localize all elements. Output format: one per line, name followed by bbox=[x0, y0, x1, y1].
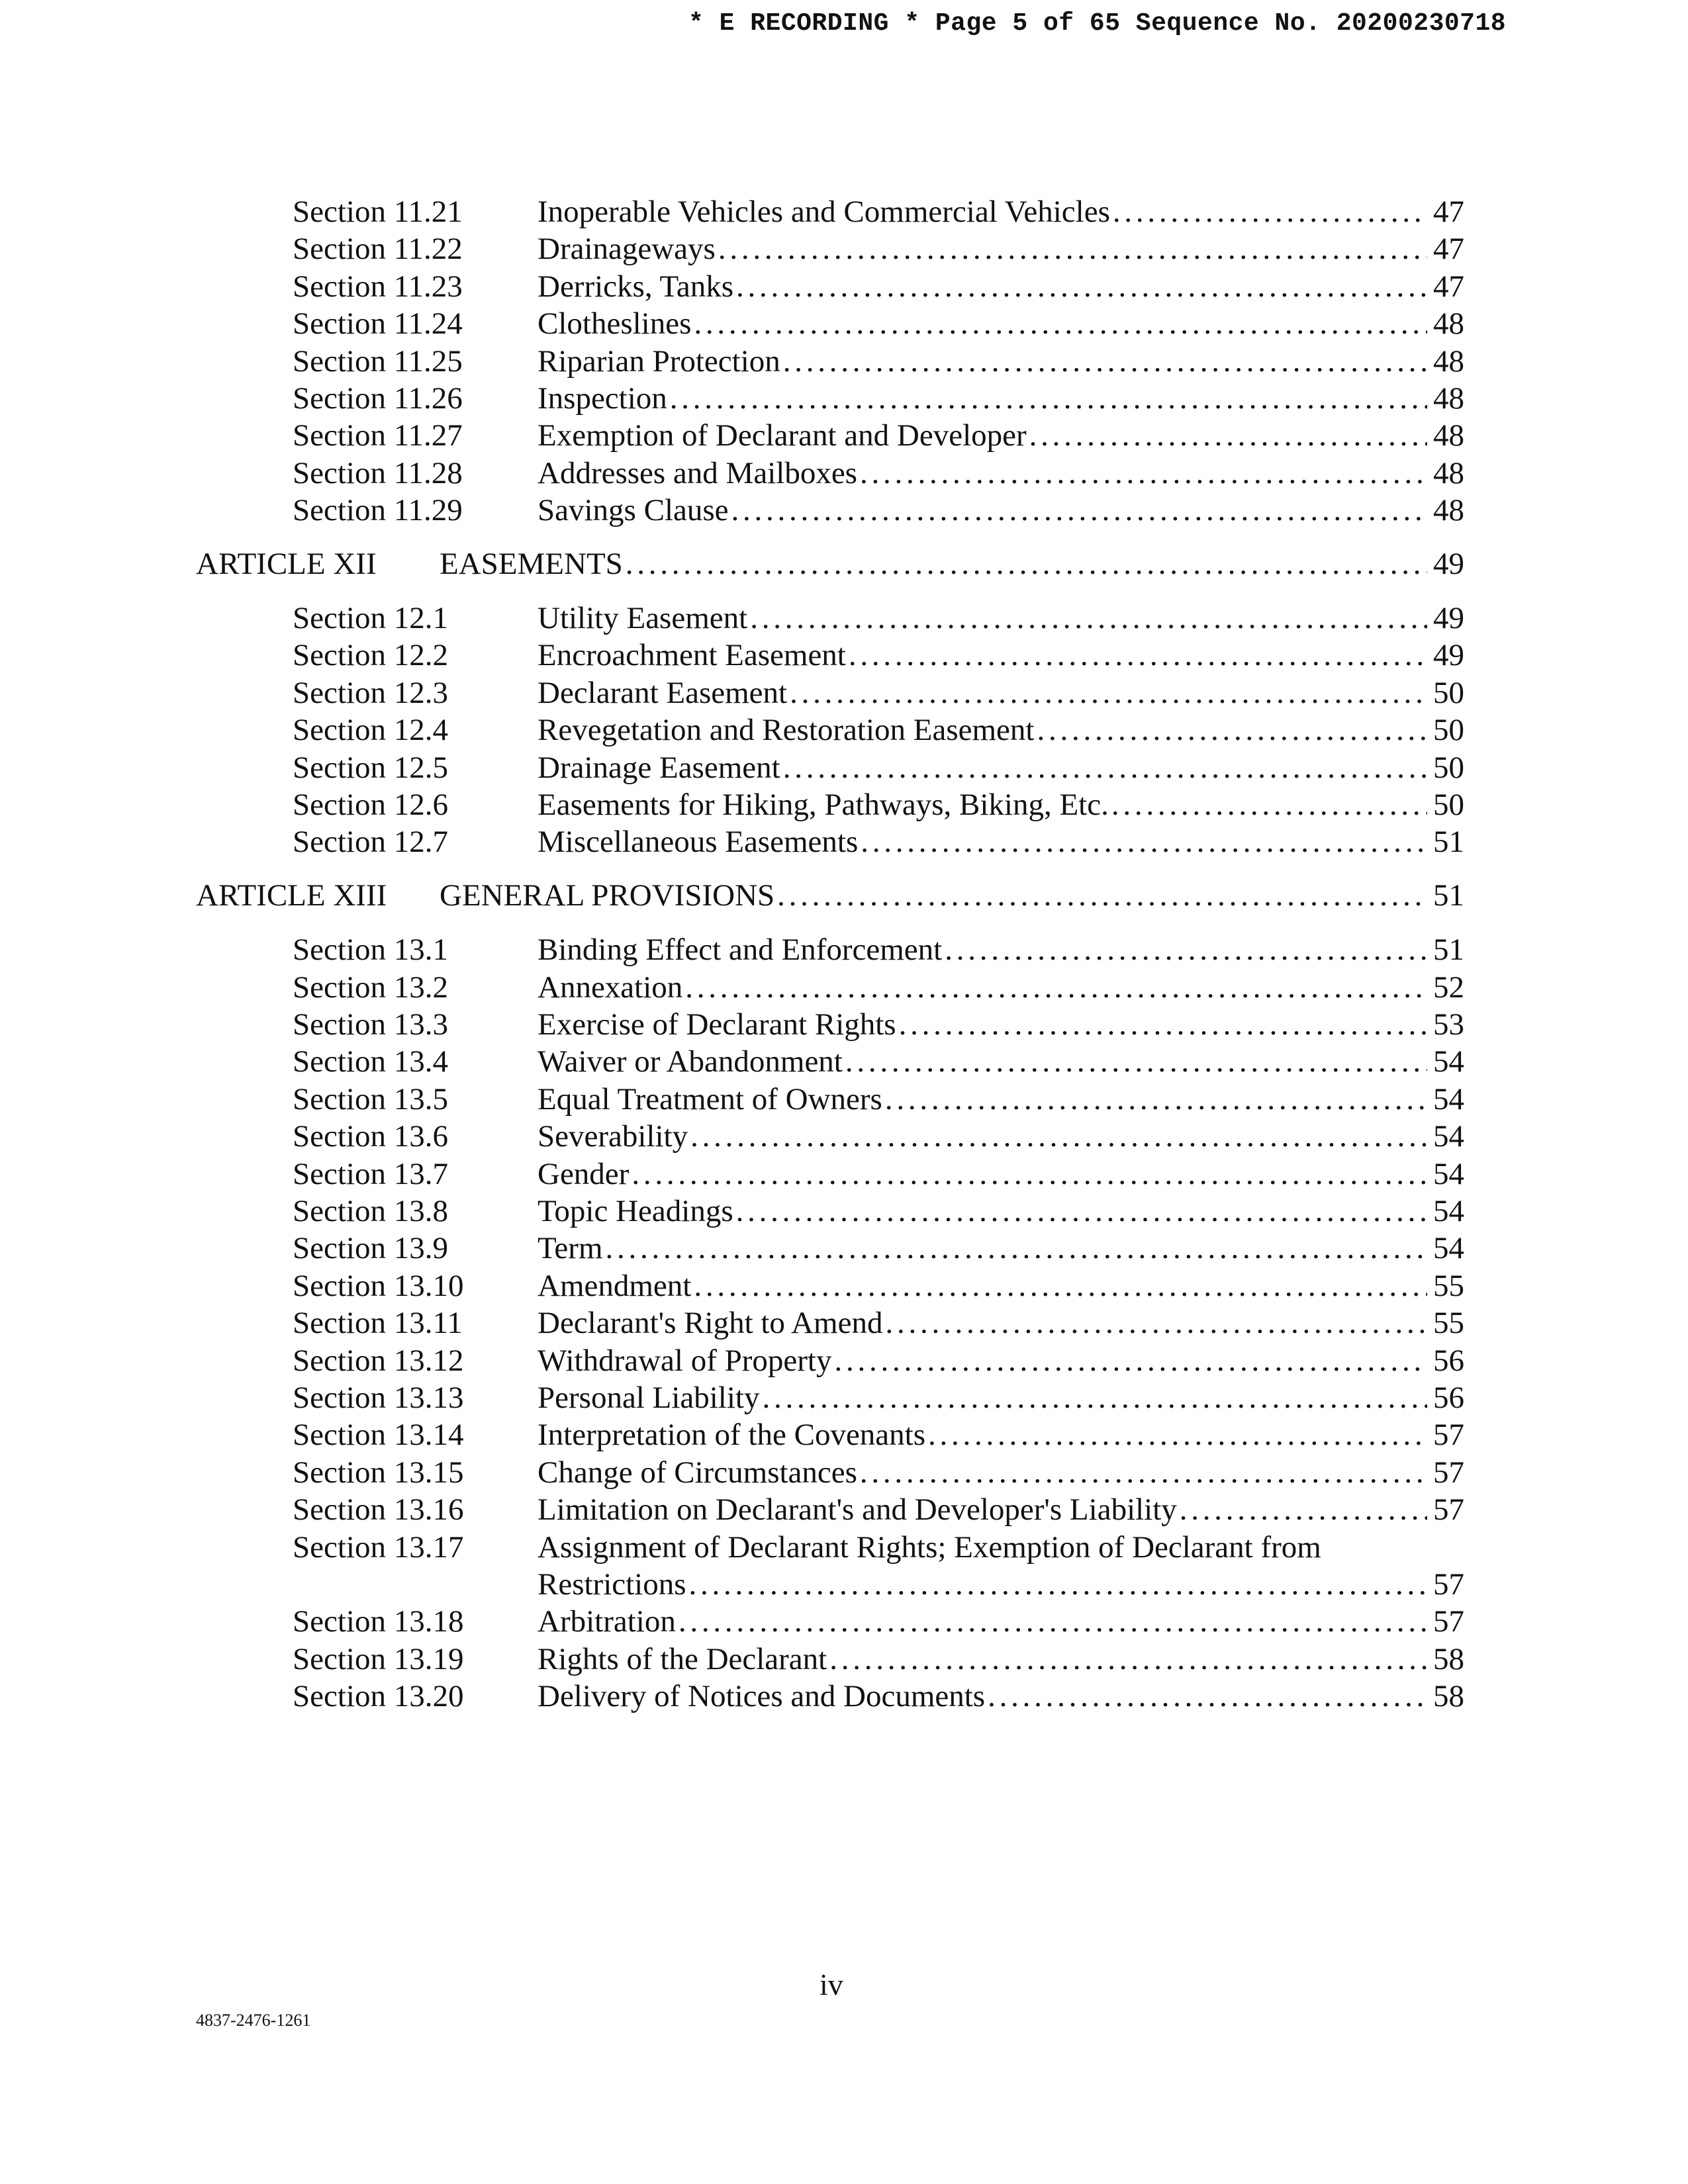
toc-entry bbox=[538, 1267, 1464, 1304]
page-number: 50 bbox=[1433, 788, 1464, 822]
dot-leader bbox=[899, 1006, 1427, 1043]
section-title: Exercise of Declarant Rights bbox=[538, 1007, 896, 1042]
section-number: Section 12.3 bbox=[293, 675, 448, 710]
section-title: Rights of the Declarant bbox=[538, 1641, 827, 1676]
toc-section-row bbox=[0, 305, 1688, 342]
section-title: Easements for Hiking, Pathways, Biking, Etc. bbox=[538, 788, 1109, 822]
section-number: Section 13.17 bbox=[293, 1529, 464, 1565]
toc-entry bbox=[538, 1379, 1464, 1416]
toc-entry bbox=[538, 1454, 1464, 1491]
dot-leader bbox=[1180, 1491, 1427, 1528]
section-number: Section 11.29 bbox=[293, 493, 463, 528]
section-title: Gender bbox=[538, 1156, 630, 1191]
dot-leader bbox=[945, 931, 1427, 968]
page-number: 57 bbox=[1433, 1567, 1464, 1602]
toc-entry bbox=[538, 1193, 1464, 1230]
toc-section-row bbox=[0, 417, 1688, 454]
section-title: Interpretation of the Covenants bbox=[538, 1418, 926, 1453]
dot-leader bbox=[670, 380, 1427, 417]
toc-section-row bbox=[0, 1529, 1688, 1603]
section-number: Section 13.18 bbox=[293, 1604, 464, 1639]
dot-leader bbox=[694, 305, 1427, 342]
section-number: Section 11.25 bbox=[293, 343, 463, 379]
dot-leader bbox=[988, 1678, 1427, 1715]
toc-section-row bbox=[0, 600, 1688, 637]
toc-section-row bbox=[0, 1454, 1688, 1491]
toc-entry bbox=[538, 268, 1464, 305]
toc-entry bbox=[538, 1081, 1464, 1118]
section-title: Savings Clause bbox=[538, 493, 729, 528]
section-number: Section 11.21 bbox=[293, 195, 463, 229]
section-title: Amendment bbox=[538, 1268, 692, 1303]
toc-entry bbox=[538, 1342, 1464, 1379]
dot-leader bbox=[694, 1267, 1427, 1304]
section-title: Term bbox=[538, 1231, 603, 1266]
page-number: 47 bbox=[1433, 269, 1464, 304]
dot-leader bbox=[845, 1043, 1427, 1080]
toc-entry bbox=[538, 1491, 1464, 1528]
toc-section-row bbox=[0, 969, 1688, 1006]
dot-leader bbox=[783, 749, 1427, 786]
section-title: Revegetation and Restoration Easement bbox=[538, 713, 1035, 748]
page-number: 51 bbox=[1433, 878, 1464, 913]
section-title: Inoperable Vehicles and Commercial Vehicles bbox=[538, 195, 1110, 229]
toc-section-row bbox=[0, 711, 1688, 749]
toc-entry bbox=[538, 600, 1464, 637]
section-number: Section 13.9 bbox=[293, 1231, 448, 1266]
dot-leader bbox=[718, 230, 1427, 267]
toc-entry bbox=[538, 969, 1464, 1006]
section-title: Declarant Easement bbox=[538, 675, 788, 710]
toc-entry bbox=[538, 492, 1464, 529]
toc-section-row bbox=[0, 674, 1688, 711]
dot-leader bbox=[783, 343, 1427, 380]
toc-section-row bbox=[0, 1678, 1688, 1715]
page-number: 54 bbox=[1433, 1194, 1464, 1228]
toc-section-row bbox=[0, 1603, 1688, 1640]
toc-entry bbox=[538, 1230, 1464, 1267]
dot-leader bbox=[790, 674, 1427, 711]
toc-entry bbox=[440, 545, 1464, 582]
toc-entry bbox=[538, 823, 1464, 860]
page-number: 55 bbox=[1433, 1268, 1464, 1303]
section-title: Withdrawal of Property bbox=[538, 1343, 832, 1378]
page-number: 52 bbox=[1433, 970, 1464, 1005]
page-number: 57 bbox=[1433, 1418, 1464, 1453]
section-title: Exemption of Declarant and Developer bbox=[538, 418, 1027, 453]
toc-section-row bbox=[0, 1043, 1688, 1080]
section-title: Topic Headings bbox=[538, 1194, 733, 1228]
article-title: EASEMENTS bbox=[440, 546, 623, 581]
section-number: Section 13.13 bbox=[293, 1381, 464, 1415]
dot-leader bbox=[834, 1342, 1427, 1379]
toc-entry bbox=[538, 1304, 1464, 1342]
toc-entry bbox=[538, 1118, 1464, 1155]
toc-section-row bbox=[0, 637, 1688, 674]
footer-page-number: iv bbox=[820, 1968, 843, 2001]
section-number: Section 11.23 bbox=[293, 269, 463, 304]
dot-leader bbox=[777, 877, 1427, 914]
section-title: Annexation bbox=[538, 970, 683, 1005]
toc-entry bbox=[538, 193, 1464, 230]
section-title: Drainageways bbox=[538, 232, 716, 267]
toc-section-row bbox=[0, 823, 1688, 860]
page-number: 48 bbox=[1433, 381, 1464, 416]
page-number: 50 bbox=[1433, 750, 1464, 785]
section-number: Section 13.1 bbox=[293, 933, 448, 968]
page-number: 54 bbox=[1433, 1044, 1464, 1079]
toc-entry bbox=[538, 1566, 1464, 1603]
dot-leader bbox=[829, 1641, 1427, 1678]
toc-section-row bbox=[0, 455, 1688, 492]
toc-entry bbox=[538, 711, 1464, 749]
dot-leader bbox=[736, 1193, 1427, 1230]
section-title: Severability bbox=[538, 1119, 688, 1154]
section-number: Section 13.10 bbox=[293, 1268, 464, 1303]
section-title: Waiver or Abandonment bbox=[538, 1044, 843, 1079]
dot-leader bbox=[928, 1416, 1427, 1453]
dot-leader bbox=[1111, 786, 1427, 823]
section-number: Section 13.8 bbox=[293, 1194, 448, 1228]
toc-entry bbox=[538, 786, 1464, 823]
page-number: 54 bbox=[1433, 1119, 1464, 1154]
section-number: Section 12.4 bbox=[293, 713, 448, 748]
page-number: 53 bbox=[1433, 1007, 1464, 1042]
page-number: 50 bbox=[1433, 675, 1464, 710]
page-number: 51 bbox=[1433, 933, 1464, 968]
dot-leader bbox=[1113, 193, 1427, 230]
toc-section-row bbox=[0, 1006, 1688, 1043]
section-title: Change of Circumstances bbox=[538, 1455, 857, 1490]
recording-stamp-header: * E RECORDING * Page 5 of 65 Sequence No. 20200230718 bbox=[688, 9, 1507, 38]
section-title: Utility Easement bbox=[538, 601, 748, 635]
section-title: Limitation on Declarant's and Developer's Liability bbox=[538, 1492, 1177, 1527]
dot-leader bbox=[885, 1304, 1427, 1342]
section-number: Section 13.16 bbox=[293, 1492, 464, 1527]
section-number: Section 13.19 bbox=[293, 1641, 464, 1676]
section-number: Section 13.12 bbox=[293, 1343, 464, 1378]
dot-leader bbox=[861, 823, 1427, 860]
toc-entry bbox=[538, 1678, 1464, 1715]
dot-leader bbox=[762, 1379, 1427, 1416]
toc-article-row bbox=[0, 877, 1688, 914]
section-title: Inspection bbox=[538, 381, 667, 416]
section-title: Delivery of Notices and Documents bbox=[538, 1679, 986, 1714]
toc-section-row bbox=[0, 193, 1688, 230]
section-number: Section 12.1 bbox=[293, 601, 448, 635]
dot-leader bbox=[606, 1230, 1428, 1267]
page-number: 48 bbox=[1433, 343, 1464, 379]
dot-leader bbox=[750, 600, 1427, 637]
page-number: 54 bbox=[1433, 1081, 1464, 1116]
toc-entry bbox=[538, 749, 1464, 786]
dot-leader bbox=[690, 1118, 1427, 1155]
page-number: 48 bbox=[1433, 306, 1464, 341]
section-title: Drainage Easement bbox=[538, 750, 780, 785]
section-title: Riparian Protection bbox=[538, 343, 780, 379]
toc-section-row bbox=[0, 1267, 1688, 1304]
article-number: ARTICLE XIII bbox=[196, 878, 387, 913]
toc-article-row bbox=[0, 545, 1688, 582]
article-number: ARTICLE XII bbox=[196, 546, 377, 581]
page-number: 48 bbox=[1433, 455, 1464, 490]
section-title: Restrictions bbox=[538, 1567, 686, 1602]
toc-section-row bbox=[0, 931, 1688, 968]
section-number: Section 12.7 bbox=[293, 825, 448, 860]
toc-entry bbox=[538, 230, 1464, 267]
dot-leader bbox=[1029, 417, 1427, 454]
toc-entry bbox=[538, 1043, 1464, 1080]
section-number: Section 13.7 bbox=[293, 1156, 448, 1191]
toc-section-row bbox=[0, 1416, 1688, 1453]
section-title: Personal Liability bbox=[538, 1381, 760, 1415]
toc-entry bbox=[538, 305, 1464, 342]
section-number: Section 13.15 bbox=[293, 1455, 464, 1490]
section-number: Section 12.2 bbox=[293, 638, 448, 673]
section-title: Clotheslines bbox=[538, 306, 692, 341]
dot-leader bbox=[860, 455, 1427, 492]
section-number: Section 13.5 bbox=[293, 1081, 448, 1116]
toc-entry bbox=[538, 1006, 1464, 1043]
toc-section-row bbox=[0, 1230, 1688, 1267]
page-number: 58 bbox=[1433, 1641, 1464, 1676]
toc-section-row bbox=[0, 1342, 1688, 1379]
section-number: Section 13.6 bbox=[293, 1119, 448, 1154]
page-number: 48 bbox=[1433, 493, 1464, 528]
toc-entry bbox=[538, 1603, 1464, 1640]
toc-section-row bbox=[0, 230, 1688, 267]
page-number: 55 bbox=[1433, 1306, 1464, 1341]
section-title: Derricks, Tanks bbox=[538, 269, 734, 304]
toc-entry bbox=[538, 1641, 1464, 1678]
article-title: GENERAL PROVISIONS bbox=[440, 878, 775, 913]
dot-leader bbox=[860, 1454, 1427, 1491]
section-title: Addresses and Mailboxes bbox=[538, 455, 857, 490]
toc-section-row bbox=[0, 1081, 1688, 1118]
dot-leader bbox=[626, 545, 1427, 582]
toc-entry bbox=[538, 343, 1464, 380]
dot-leader bbox=[632, 1156, 1427, 1193]
toc-entry bbox=[538, 674, 1464, 711]
toc-entry bbox=[440, 877, 1464, 914]
dot-leader bbox=[731, 492, 1427, 529]
section-number: Section 13.11 bbox=[293, 1306, 463, 1341]
page-number: 49 bbox=[1433, 638, 1464, 673]
toc-section-row bbox=[0, 1156, 1688, 1193]
section-title: Binding Effect and Enforcement bbox=[538, 933, 943, 968]
section-title: Declarant's Right to Amend bbox=[538, 1306, 883, 1341]
footer-document-id: 4837-2476-1261 bbox=[196, 2011, 311, 2030]
toc-section-row bbox=[0, 1379, 1688, 1416]
page-number: 48 bbox=[1433, 418, 1464, 453]
page-number: 50 bbox=[1433, 713, 1464, 748]
page-number: 57 bbox=[1433, 1492, 1464, 1527]
section-number: Section 13.14 bbox=[293, 1418, 464, 1453]
section-title: Miscellaneous Easements bbox=[538, 825, 859, 860]
toc-section-row bbox=[0, 749, 1688, 786]
page-number: 54 bbox=[1433, 1231, 1464, 1266]
section-title: Encroachment Easement bbox=[538, 638, 846, 673]
page-number: 57 bbox=[1433, 1604, 1464, 1639]
toc-section-row bbox=[0, 1193, 1688, 1230]
page-number: 54 bbox=[1433, 1156, 1464, 1191]
section-number: Section 11.28 bbox=[293, 455, 463, 490]
section-number: Section 13.4 bbox=[293, 1044, 448, 1079]
toc-section-row bbox=[0, 1118, 1688, 1155]
section-number: Section 11.24 bbox=[293, 306, 463, 341]
dot-leader bbox=[849, 637, 1427, 674]
toc-section-row bbox=[0, 380, 1688, 417]
dot-leader bbox=[1037, 711, 1427, 749]
page-number: 47 bbox=[1433, 195, 1464, 229]
section-number: Section 11.22 bbox=[293, 232, 463, 267]
page-number: 47 bbox=[1433, 232, 1464, 267]
toc-entry bbox=[538, 380, 1464, 417]
page-number: 49 bbox=[1433, 546, 1464, 581]
toc-entry bbox=[538, 931, 1464, 968]
section-title-line1: Assignment of Declarant Rights; Exemption of Declarant from bbox=[538, 1529, 1321, 1565]
dot-leader bbox=[679, 1603, 1427, 1640]
toc-entry bbox=[538, 455, 1464, 492]
toc-section-row bbox=[0, 1491, 1688, 1528]
toc-entry bbox=[538, 1156, 1464, 1193]
page-number: 49 bbox=[1433, 601, 1464, 635]
section-number: Section 13.3 bbox=[293, 1007, 448, 1042]
toc-section-row bbox=[0, 492, 1688, 529]
toc-section-row bbox=[0, 786, 1688, 823]
section-title: Arbitration bbox=[538, 1604, 676, 1639]
dot-leader bbox=[685, 969, 1427, 1006]
section-number: Section 13.20 bbox=[293, 1679, 464, 1714]
dot-leader bbox=[689, 1566, 1427, 1603]
section-title: Equal Treatment of Owners bbox=[538, 1081, 882, 1116]
page-number: 51 bbox=[1433, 825, 1464, 860]
toc-section-row bbox=[0, 1304, 1688, 1342]
dot-leader bbox=[885, 1081, 1427, 1118]
section-number: Section 11.27 bbox=[293, 418, 463, 453]
toc-entry bbox=[538, 417, 1464, 454]
toc-section-row bbox=[0, 1641, 1688, 1678]
page-number: 58 bbox=[1433, 1679, 1464, 1714]
section-number: Section 12.6 bbox=[293, 788, 448, 822]
section-number: Section 11.26 bbox=[293, 381, 463, 416]
toc-entry bbox=[538, 637, 1464, 674]
section-number: Section 12.5 bbox=[293, 750, 448, 785]
section-number: Section 13.2 bbox=[293, 970, 448, 1005]
page-number: 56 bbox=[1433, 1381, 1464, 1415]
toc-entry bbox=[538, 1416, 1464, 1453]
page-number: 57 bbox=[1433, 1455, 1464, 1490]
toc-section-row bbox=[0, 343, 1688, 380]
toc-section-row bbox=[0, 268, 1688, 305]
page-number: 56 bbox=[1433, 1343, 1464, 1378]
dot-leader bbox=[736, 268, 1427, 305]
